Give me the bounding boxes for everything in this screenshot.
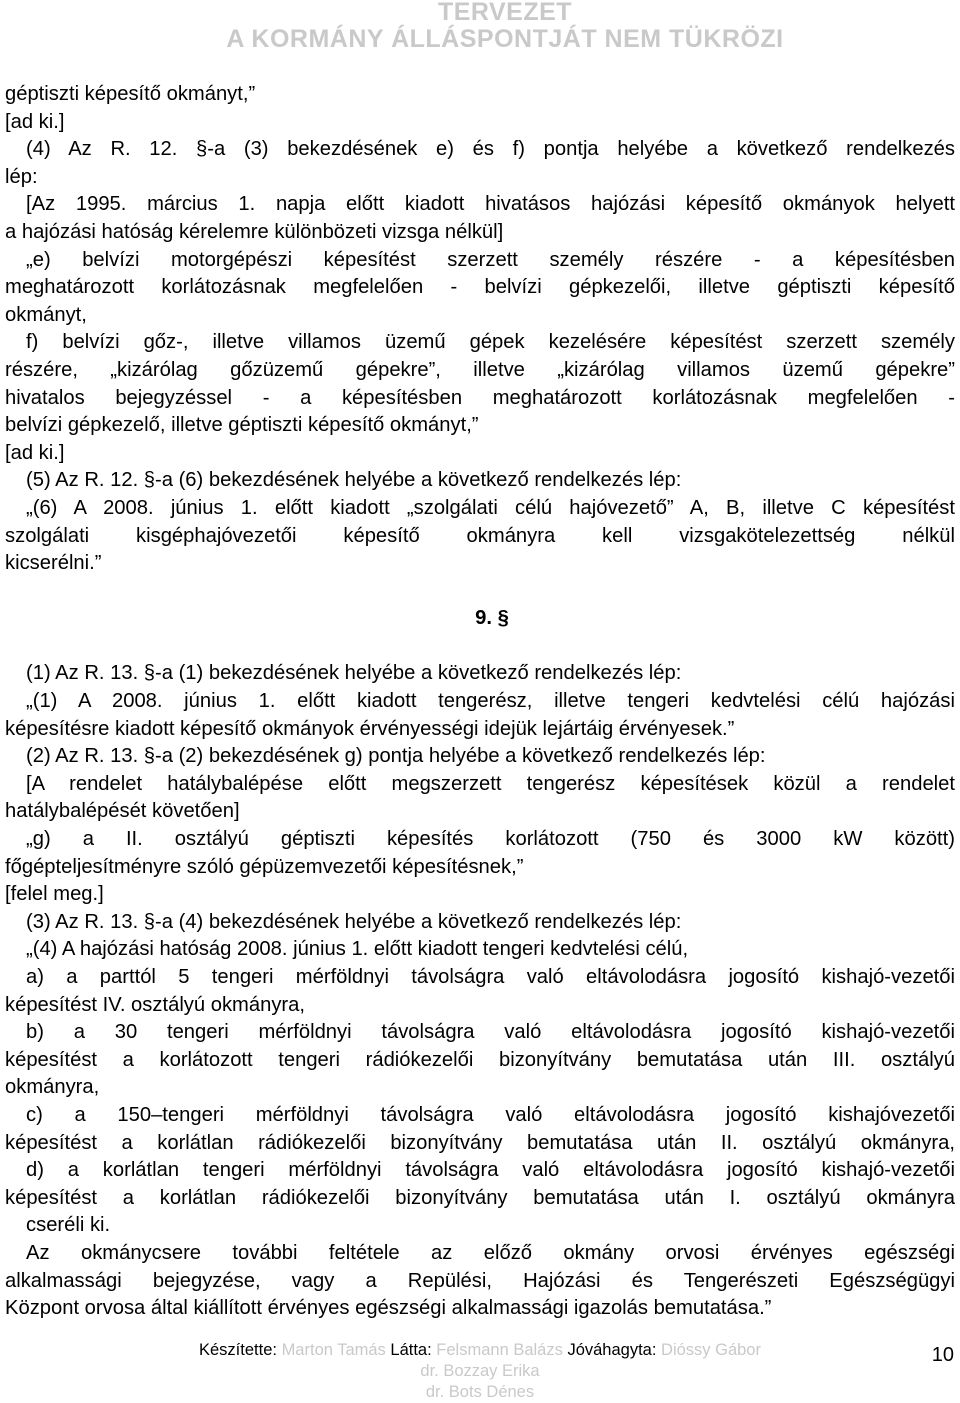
text-line: okmányra,: [5, 1076, 100, 1099]
footer: [0, 1340, 960, 1403]
text-line: „g) a II. osztályú géptiszti képesítés korlátozott (750 és 3000 kW között): [26, 828, 955, 851]
text-line: hatálybalépését követően]: [5, 800, 240, 823]
text-line: Központ orvosa által kiállított érvényes egészségi alkalmassági igazolás bemutatása.”: [5, 1297, 772, 1320]
text-line: szolgálati kisgéphajóvezetői képesítő okmányra kell vizsgakötelezettség nélkül: [5, 524, 955, 547]
text-line: a hajózási hatóság kérelemre különbözeti vizsga nélkül]: [5, 220, 504, 243]
text-line: (2) Az R. 13. §-a (2) bekezdésének g) pontja helyébe a következő rendelkezés lép:: [26, 745, 766, 768]
text-line: [A rendelet hatálybalépése előtt megszerzett tengerész képesítések közül a rendelet: [26, 772, 955, 795]
watermark-line-2: A KORMÁNY ÁLLÁSPONTJÁT NEM TÜKRÖZI: [226, 25, 784, 53]
text-line: Az okmánycsere további feltétele az előző okmány orvosi érvényes egészségi: [26, 1241, 955, 1264]
text-line: alkalmassági bejegyzése, vagy a Repülési, Hajózási és Tengerészeti Egészségügyi: [5, 1269, 955, 1292]
text-line: géptiszti képesítő okmányt,”: [5, 83, 256, 105]
text-line: [felel meg.]: [5, 883, 104, 906]
text-line: részére, „kizárólag gőzüzemű gépekre”, illetve „kizárólag villamos üzemű gépekre”: [5, 358, 955, 381]
watermark-line-1: TERVEZET: [437, 0, 573, 26]
text-line: [ad ki.]: [5, 110, 65, 133]
footer-line-2: dr. Bozzay Erika: [420, 1362, 540, 1380]
text-line: okmányt,: [5, 303, 87, 326]
text-line: képesítésre kiadott képesítő okmányok érvényességi idejük lejártáig érvényesek.”: [5, 717, 735, 740]
text-line: „(4) A hajózási hatóság 2008. június 1. előtt kiadott tengeri kedvtelési célú,: [26, 938, 689, 961]
text-line: kicserélni.”: [5, 552, 102, 575]
text-line: (4) Az R. 12. §-a (3) bekezdésének e) és f) pontja helyébe a következő rendelkezés: [26, 138, 955, 161]
text-line: (3) Az R. 13. §-a (4) bekezdésének helyébe a következő rendelkezés lép:: [26, 910, 682, 933]
footer-label-approved: Jóváhagyta:: [567, 1341, 657, 1359]
text-line: c) a 150–tengeri mérföldnyi távolságra való eltávolodásra jogosító kishajóvezetői: [26, 1103, 955, 1126]
text-line: f) belvízi gőz-, illetve villamos üzemű gépek kezelésére képesítést szerzett személy: [26, 331, 955, 354]
text-line: „e) belvízi motorgépészi képesítést szerzett személy részére - a képesítésben: [26, 248, 955, 271]
text-line: hivatalos bejegyzéssel - a képesítésben meghatározott korlátozásnak megfelelően -: [5, 386, 955, 409]
footer-line-3: dr. Bots Dénes: [425, 1383, 535, 1401]
text-line: főgépteljesítményre szóló gépüzemvezetői képesítésnek,”: [5, 855, 524, 878]
section-heading: 9. §: [475, 607, 509, 630]
text-line: (5) Az R. 12. §-a (6) bekezdésének helyébe a következő rendelkezés lép:: [26, 469, 682, 492]
footer-name-seen: Felsmann Balázs: [436, 1341, 563, 1359]
text-line: meghatározott korlátozásnak megfelelően - belvízi gépkezelői, illetve géptiszti képesítő: [5, 276, 955, 299]
text-line: [ad ki.]: [5, 441, 65, 464]
text-line: (1) Az R. 13. §-a (1) bekezdésének helyébe a következő rendelkezés lép:: [26, 662, 682, 685]
text-line: „(6) A 2008. június 1. előtt kiadott „szolgálati célú hajóvezető” A, B, illetve C képesítést: [26, 496, 955, 519]
text-line: d) a korlátlan tengeri mérföldnyi távolságra való eltávolodásra jogosító kishajó-vezetői: [26, 1159, 955, 1182]
footer-label-seen: Látta:: [390, 1341, 432, 1359]
text-line: cseréli ki.: [26, 1214, 111, 1237]
text-line: [Az 1995. március 1. napja előtt kiadott hivatásos hajózási képesítő okmányok helyett: [26, 193, 955, 216]
page-number: 10: [931, 1344, 954, 1366]
text-line: b) a 30 tengeri mérföldnyi távolságra való eltávolodásra jogosító kishajó-vezetői: [26, 1021, 955, 1044]
text-line: képesítést a korlátlan rádiókezelői bizonyítvány bemutatása után I. osztályú okmányra: [5, 1186, 955, 1209]
text-line: képesítést a korlátlan rádiókezelői bizonyítvány bemutatása után II. osztályú okmányra,: [5, 1131, 955, 1154]
footer-label-prepared: Készítette:: [199, 1341, 277, 1359]
text-line: a) a parttól 5 tengeri mérföldnyi távolságra való eltávolodásra jogosító kishajó-vezetői: [26, 966, 955, 988]
text-line: képesítést a korlátozott tengeri rádiókezelői bizonyítvány bemutatása után III. osztályú: [5, 1048, 955, 1071]
footer-line-1: [0, 1340, 960, 1361]
footer-name-prepared: Marton Tamás: [281, 1341, 386, 1359]
text-line: lép:: [5, 165, 38, 188]
footer-name-approved: Dióssy Gábor: [661, 1341, 761, 1359]
document-body: [5, 81, 955, 1323]
text-line: képesítést IV. osztályú okmányra,: [5, 993, 305, 1016]
text-line: belvízi gépkezelő, illetve géptiszti képesítő okmányt,”: [5, 414, 479, 437]
text-line: „(1) A 2008. június 1. előtt kiadott tengerész, illetve tengeri kedvtelési célú hajózási: [26, 690, 955, 713]
